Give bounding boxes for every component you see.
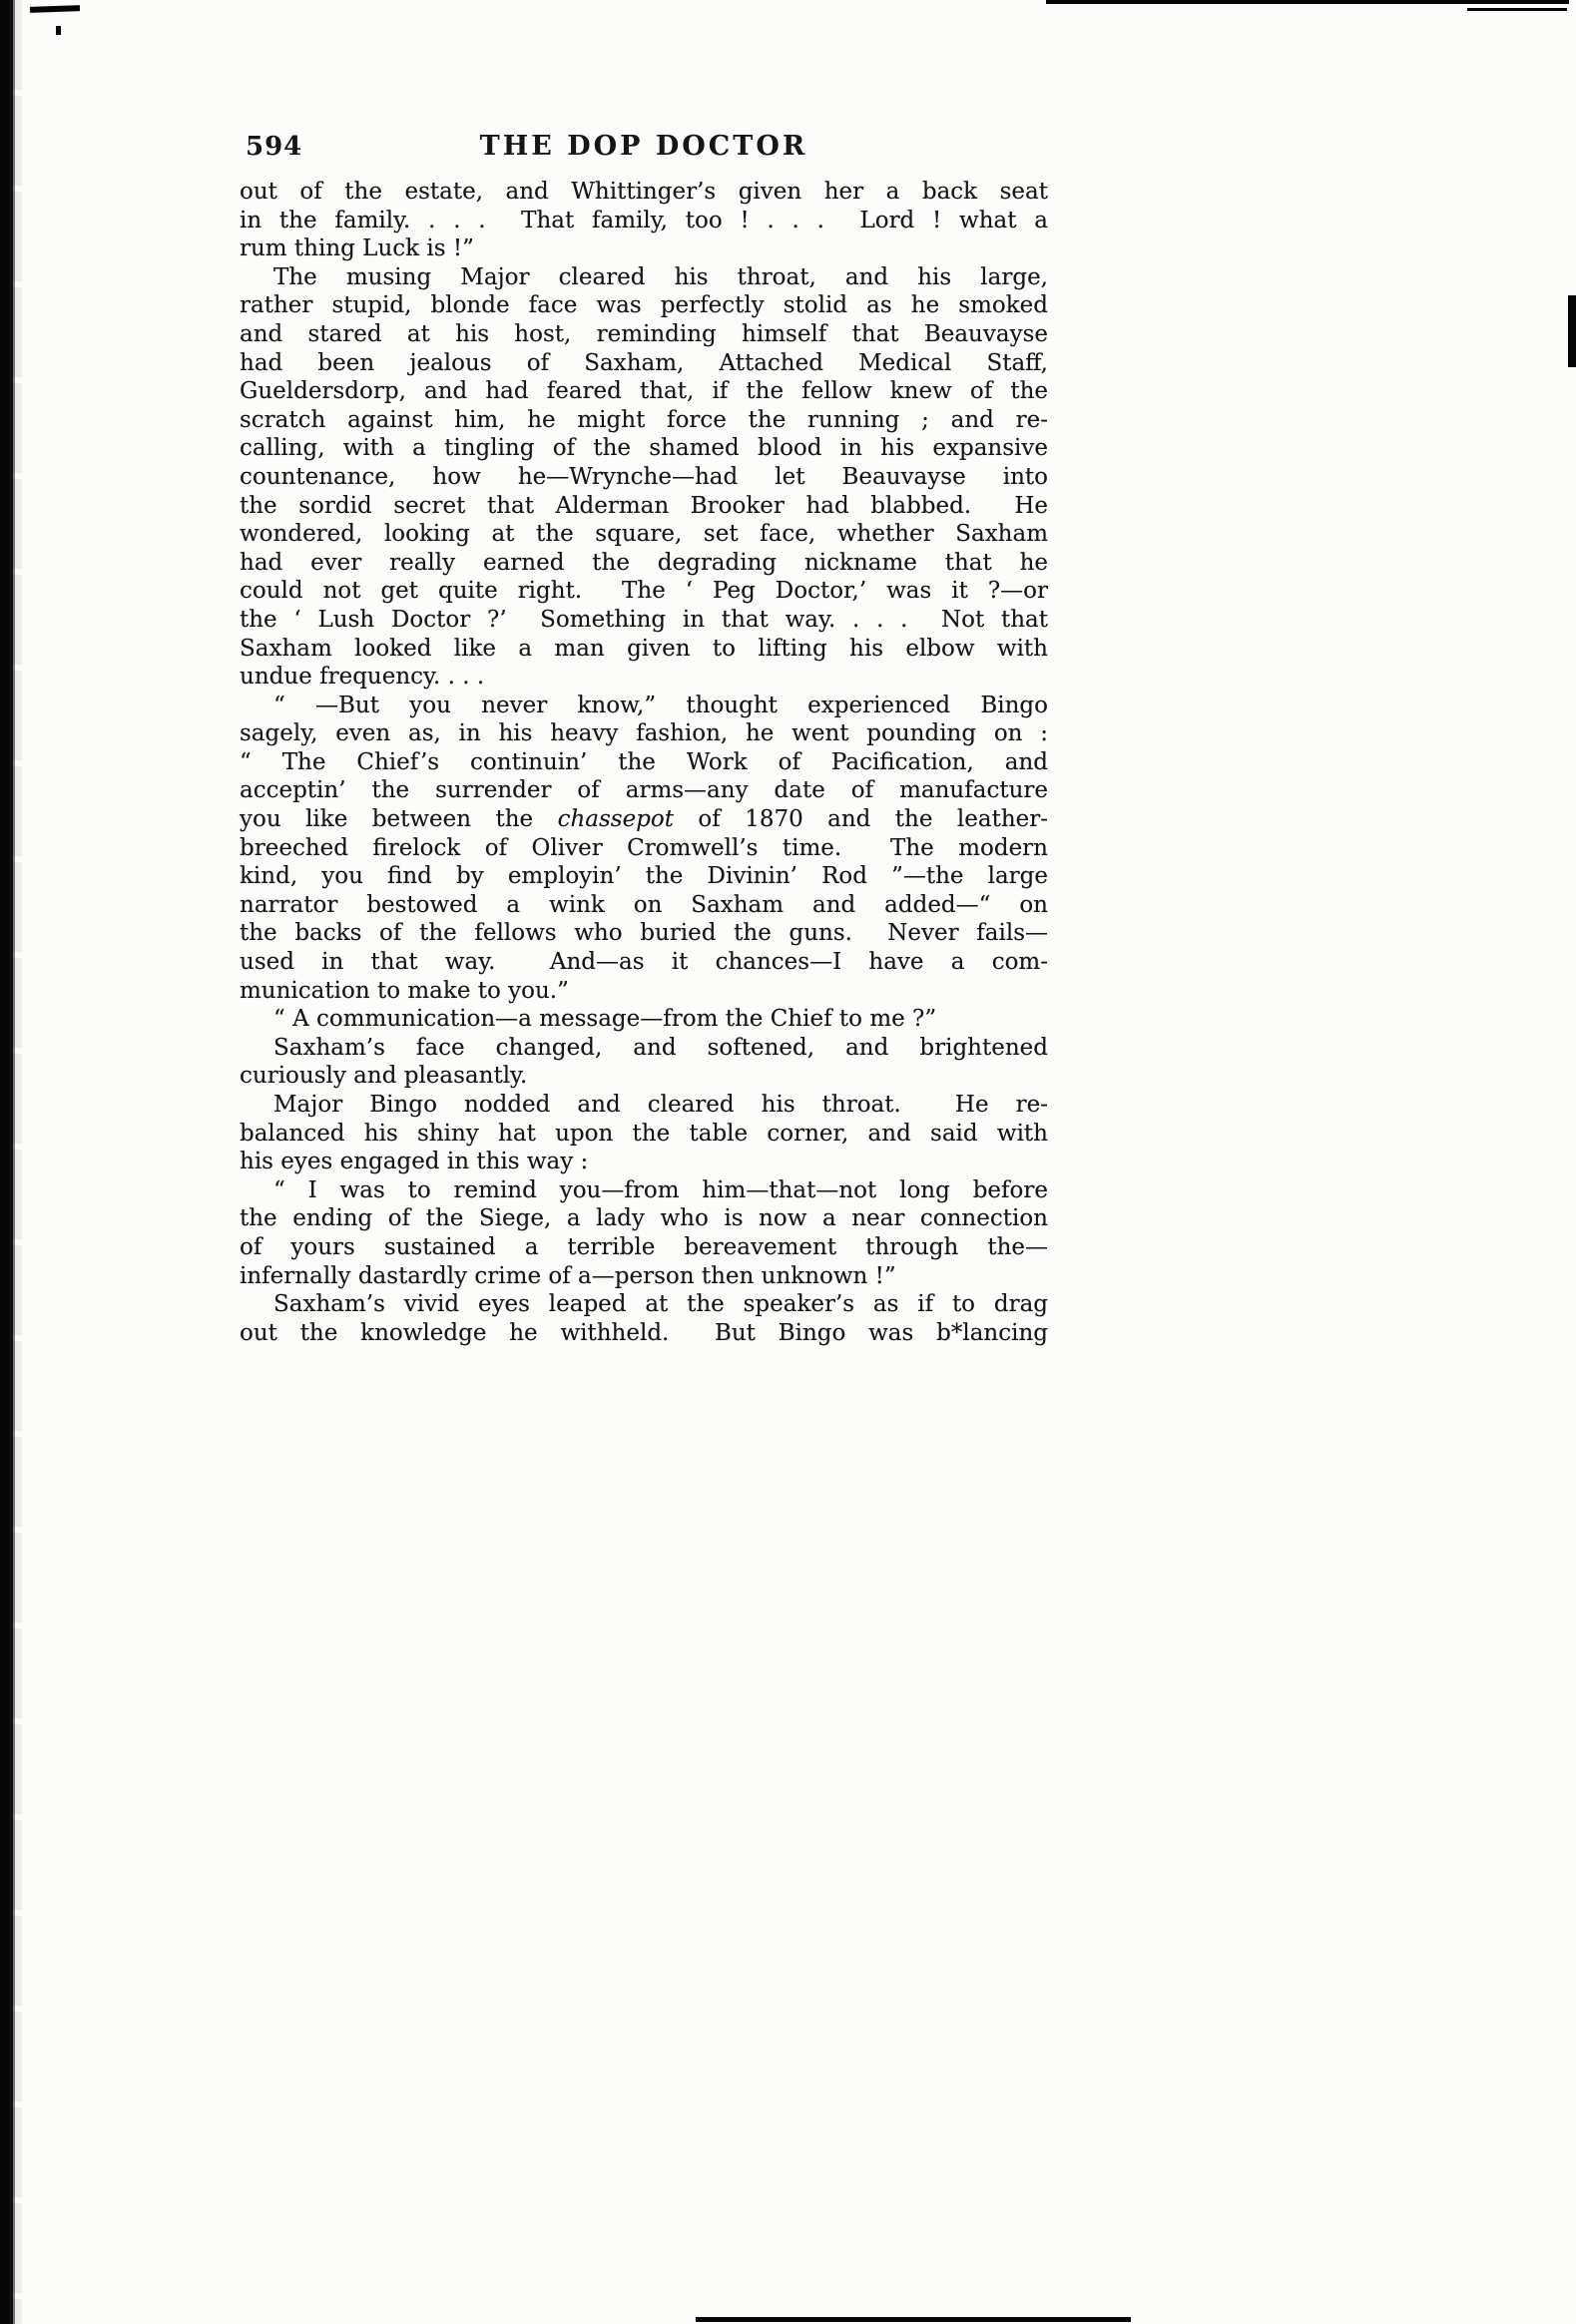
text-line: countenance, how he—Wrynche—had let Beauvayse into <box>240 463 1048 490</box>
text-line: the backs of the fellows who buried the guns. Never fails— <box>240 920 1048 947</box>
text-line: sagely, even as, in his heavy fashion, he went pounding on : <box>240 720 1048 747</box>
text-line: narrator bestowed a wink on Saxham and added—“ on <box>240 891 1048 918</box>
text-line: acceptin’ the surrender of arms—any date of manufacture <box>240 777 1048 804</box>
text-line: calling, with a tingling of the shamed blood in his expansive <box>240 435 1048 462</box>
text-line: out the knowledge he withheld. But Bingo was b*lancing <box>240 1319 1048 1346</box>
text-column <box>240 130 1048 1347</box>
text-line: “ I was to remind you—from him—that—not long before <box>273 1176 1048 1203</box>
text-line: in the family. . . . That family, too ! . . . Lord ! what a <box>240 207 1048 233</box>
text-line: Major Bingo nodded and cleared his throat. He re- <box>273 1092 1048 1118</box>
text-line: wondered, looking at the square, set face, whether Saxham <box>240 521 1048 548</box>
paragraph <box>240 1005 1048 1034</box>
text-line: had ever really earned the degrading nickname that he <box>240 549 1048 576</box>
text-line: kind, you find by employin’ the Divinin’ Rod ”—the large <box>240 863 1048 890</box>
paragraph <box>240 692 1048 1006</box>
text-line: breeched firelock of Oliver Cromwell’s time. The modern <box>240 834 1048 861</box>
text-line: scratch against him, he might force the running ; and re- <box>240 406 1048 433</box>
text-line: could not get quite right. The ‘ Peg Doctor,’ was it ?—or <box>240 578 1048 605</box>
text-line: Saxham’s vivid eyes leaped at the speaker’s as if to drag <box>273 1291 1048 1318</box>
text-line: undue frequency. . . . <box>240 664 485 691</box>
paragraph <box>240 1290 1048 1347</box>
text-line: and stared at his host, reminding himself that Beauvayse <box>240 320 1048 347</box>
text-line: his eyes engaged in this way : <box>240 1149 589 1175</box>
text-line: rum thing Luck is !” <box>240 235 474 262</box>
text-line: Gueldersdorp, and had feared that, if the fellow knew of the <box>240 378 1048 405</box>
text-line: balanced his shiny hat upon the table corner, and said with <box>240 1120 1048 1147</box>
text-line: had been jealous of Saxham, Attached Medical Staff, <box>240 349 1048 376</box>
text-line: “ The Chief’s continuin’ the Work of Pacification, and <box>240 748 1048 775</box>
text-line: munication to make to you.” <box>240 977 569 1004</box>
text-line: curiously and pleasantly. <box>240 1063 528 1090</box>
text-line: used in that way. And—as it chances—I have a com- <box>240 949 1048 976</box>
paragraph <box>240 1176 1048 1290</box>
text-line: out of the estate, and Whittinger’s given her a back seat <box>240 179 1048 205</box>
scan-artifact-bottom-line <box>696 2317 1131 2322</box>
text-line: the ‘ Lush Doctor ?’ Something in that way. . . . Not that <box>240 606 1048 633</box>
text-line: the ending of the Siege, a lady who is now a near connection <box>240 1205 1048 1232</box>
paragraph <box>240 1034 1048 1091</box>
paragraph <box>240 263 1048 692</box>
text-line: infernally dastardly crime of a—person then unknown !” <box>240 1262 896 1289</box>
text-line: Saxham looked like a man given to lifting his elbow with <box>240 635 1048 662</box>
text-line: Saxham’s face changed, and softened, and brightened <box>273 1034 1048 1061</box>
scan-artifact-speck <box>56 26 61 35</box>
scan-artifact-top-right-line <box>1046 0 1569 4</box>
text-line: The musing Major cleared his throat, and his large, <box>273 263 1048 290</box>
scan-artifact-right-edge <box>1568 295 1576 367</box>
page-header <box>240 130 1048 178</box>
page-number: 594 <box>246 132 303 162</box>
text-block <box>240 178 1048 1347</box>
scan-artifact-top-right-line-2 <box>1467 8 1567 11</box>
text-line: of yours sustained a terrible bereavement through the— <box>240 1233 1048 1260</box>
running-title: THE DOP DOCTOR <box>479 131 808 162</box>
text-line: “ A communication—a message—from the Chief to me ?” <box>273 1006 937 1033</box>
text-line: rather stupid, blonde face was perfectly stolid as he smoked <box>240 292 1048 319</box>
page-edge-texture <box>0 0 22 2324</box>
text-line: “ —But you never know,” thought experienced Bingo <box>273 692 1048 718</box>
paragraph <box>240 1091 1048 1176</box>
scan-artifact-top-left <box>30 5 80 13</box>
paragraph <box>240 178 1048 263</box>
text-line: you like between the chassepot of 1870 and the leather- <box>240 806 1049 833</box>
text-line: the sordid secret that Alderman Brooker had blabbed. He <box>240 492 1048 519</box>
